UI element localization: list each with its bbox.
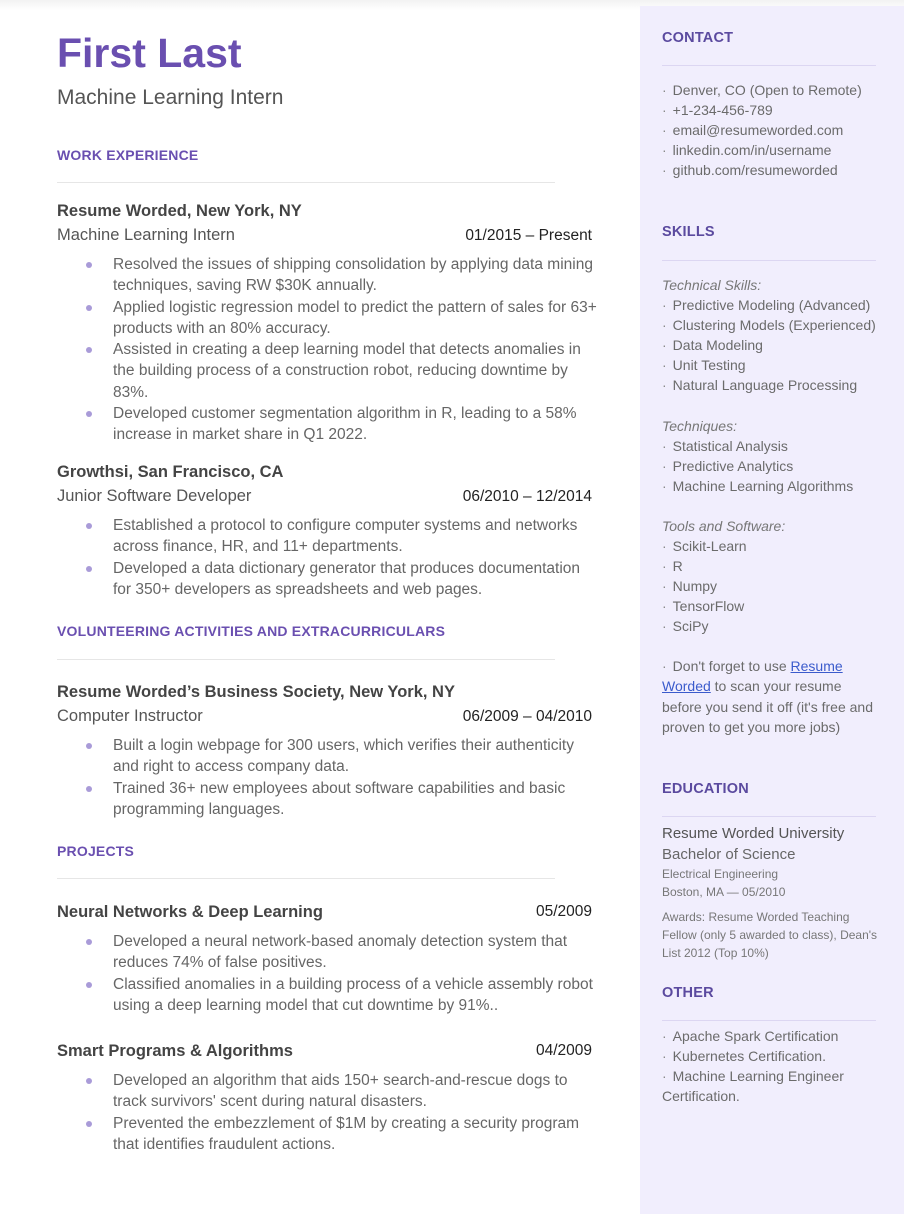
candidate-title: Machine Learning Intern	[57, 86, 284, 109]
tool-item: · SciPy	[662, 618, 709, 634]
education-awards: Awards: Resume Worded Teaching Fellow (only 5 awarded to class), Dean's List 2012 (Top 10%)	[662, 910, 878, 960]
project-bullets	[57, 1070, 597, 1155]
contact-phone: · +1-234-456-789	[662, 102, 773, 118]
skill-item: · Natural Language Processing	[662, 377, 858, 393]
sidebar-divider	[662, 816, 876, 817]
bullet-item: Trained 36+ new employees about software capabilities and basic programming languages.	[57, 778, 597, 821]
sidebar-heading-skills: SKILLS	[662, 224, 715, 240]
tool-item: · Scikit-Learn	[662, 538, 747, 554]
skill-item: · Statistical Analysis	[662, 438, 788, 454]
skills-label-tools: Tools and Software:	[662, 518, 786, 534]
job-role: Machine Learning Intern	[57, 226, 235, 244]
project-date: 05/2009	[535, 903, 592, 920]
bullet-item: Developed a neural network-based anomaly detection system that reduces 74% of false positives.	[57, 931, 597, 974]
volunteer-role: Computer Instructor	[57, 707, 203, 725]
job-bullets	[57, 254, 597, 446]
sidebar-divider	[662, 1020, 876, 1021]
certification-item: · Kubernetes Certification.	[662, 1048, 826, 1064]
contact-github: · github.com/resumeworded	[662, 162, 838, 178]
contact-linkedin: · linkedin.com/in/username	[662, 142, 832, 158]
education-degree: Bachelor of Science	[662, 846, 796, 863]
certification-item: · Machine Learning Engineer Certification.	[662, 1068, 844, 1105]
contact-email: · email@resumeworded.com	[662, 122, 844, 138]
volunteer-org: Resume Worded’s Business Society, New York, NY	[57, 683, 455, 701]
resume-tip: · Don't forget to use Resume Worded to scan your resume before you send it off (it's free and proven to get you more jobs)	[662, 658, 873, 735]
bullet-dot-icon	[86, 347, 92, 353]
tool-item: · Numpy	[662, 578, 718, 594]
skill-item: · Predictive Analytics	[662, 458, 794, 474]
bullet-item: Built a login webpage for 300 users, which verifies their authenticity and right to access company data.	[57, 735, 597, 778]
bullet-dot-icon	[86, 1078, 92, 1084]
skills-label-technical: Technical Skills:	[662, 277, 762, 293]
section-divider	[57, 659, 555, 660]
education-university: Resume Worded University	[662, 825, 845, 842]
volunteer-date: 06/2009 – 04/2010	[462, 708, 592, 725]
job-org: Growthsi, San Francisco, CA	[57, 463, 284, 481]
bullet-item: Developed a data dictionary generator that produces documentation for 350+ developers as spreadsheets and web pages.	[57, 558, 597, 601]
bullet-dot-icon	[86, 566, 92, 572]
bullet-item: Applied logistic regression model to predict the pattern of sales for 63+ products with an 80% accuracy.	[57, 297, 597, 340]
section-divider	[57, 182, 555, 183]
bullet-item: Prevented the embezzlement of $1M by creating a security program that identifies fraudulent actions.	[57, 1113, 597, 1156]
skill-item: · Unit Testing	[662, 357, 746, 373]
job-bullets	[57, 515, 597, 600]
job-org: Resume Worded, New York, NY	[57, 202, 302, 220]
tool-item: · R	[662, 558, 683, 574]
bullet-dot-icon	[86, 523, 92, 529]
project-title: Neural Networks & Deep Learning	[57, 903, 323, 921]
bullet-dot-icon	[86, 786, 92, 792]
sidebar-heading-contact: CONTACT	[662, 30, 734, 46]
sidebar-heading-other: OTHER	[662, 985, 714, 1001]
project-title: Smart Programs & Algorithms	[57, 1042, 293, 1060]
education-location-date: Boston, MA — 05/2010	[662, 885, 786, 899]
bullet-dot-icon	[86, 1121, 92, 1127]
job-role: Junior Software Developer	[57, 487, 252, 505]
bullet-item: Classified anomalies in a building process of a vehicle assembly robot using a deep learning model that cut downtime by 91%..	[57, 974, 597, 1017]
contact-location: · Denver, CO (Open to Remote)	[662, 82, 862, 98]
tool-item: · TensorFlow	[662, 598, 745, 614]
education-major: Electrical Engineering	[662, 867, 779, 881]
volunteer-bullets	[57, 735, 597, 820]
bullet-dot-icon	[86, 262, 92, 268]
bullet-dot-icon	[86, 982, 92, 988]
section-heading-work: WORK EXPERIENCE	[57, 147, 199, 163]
bullet-item: Resolved the issues of shipping consolidation by applying data mining techniques, saving RW $30K annually.	[57, 254, 597, 297]
section-heading-volunteer: VOLUNTEERING ACTIVITIES AND EXTRACURRICULARS	[57, 623, 446, 639]
certification-item: · Apache Spark Certification	[662, 1028, 839, 1044]
bullet-item: Developed an algorithm that aids 150+ search-and-rescue dogs to track survivors' scent during natural disasters.	[57, 1070, 597, 1113]
section-heading-projects: PROJECTS	[57, 843, 135, 859]
sidebar-divider	[662, 65, 876, 66]
skills-label-techniques: Techniques:	[662, 418, 737, 434]
section-divider	[57, 878, 555, 879]
job-date: 01/2015 – Present	[465, 227, 592, 244]
bullet-item: Developed customer segmentation algorithm in R, leading to a 58% increase in market share in Q1 2022.	[57, 403, 597, 446]
sidebar-divider	[662, 260, 876, 261]
skill-item: · Data Modeling	[662, 337, 763, 353]
job-date: 06/2010 – 12/2014	[462, 488, 592, 505]
bullet-dot-icon	[86, 939, 92, 945]
project-bullets	[57, 931, 597, 1016]
skill-item: · Machine Learning Algorithms	[662, 478, 854, 494]
bullet-item: Established a protocol to configure computer systems and networks across finance, HR, and 11+ departments.	[57, 515, 597, 558]
skill-item: · Clustering Models (Experienced)	[662, 317, 876, 333]
bullet-dot-icon	[86, 411, 92, 417]
skill-item: · Predictive Modeling (Advanced)	[662, 297, 871, 313]
candidate-name: First Last	[57, 30, 242, 76]
bullet-dot-icon	[86, 743, 92, 749]
project-date: 04/2009	[535, 1042, 592, 1059]
resume-worded-link[interactable]: Resume Worded	[662, 658, 843, 695]
bullet-item: Assisted in creating a deep learning model that detects anomalies in the building process of a construction robot, reducing downtime by 83%.	[57, 339, 597, 403]
bullet-dot-icon	[86, 305, 92, 311]
sidebar-heading-education: EDUCATION	[662, 781, 749, 797]
